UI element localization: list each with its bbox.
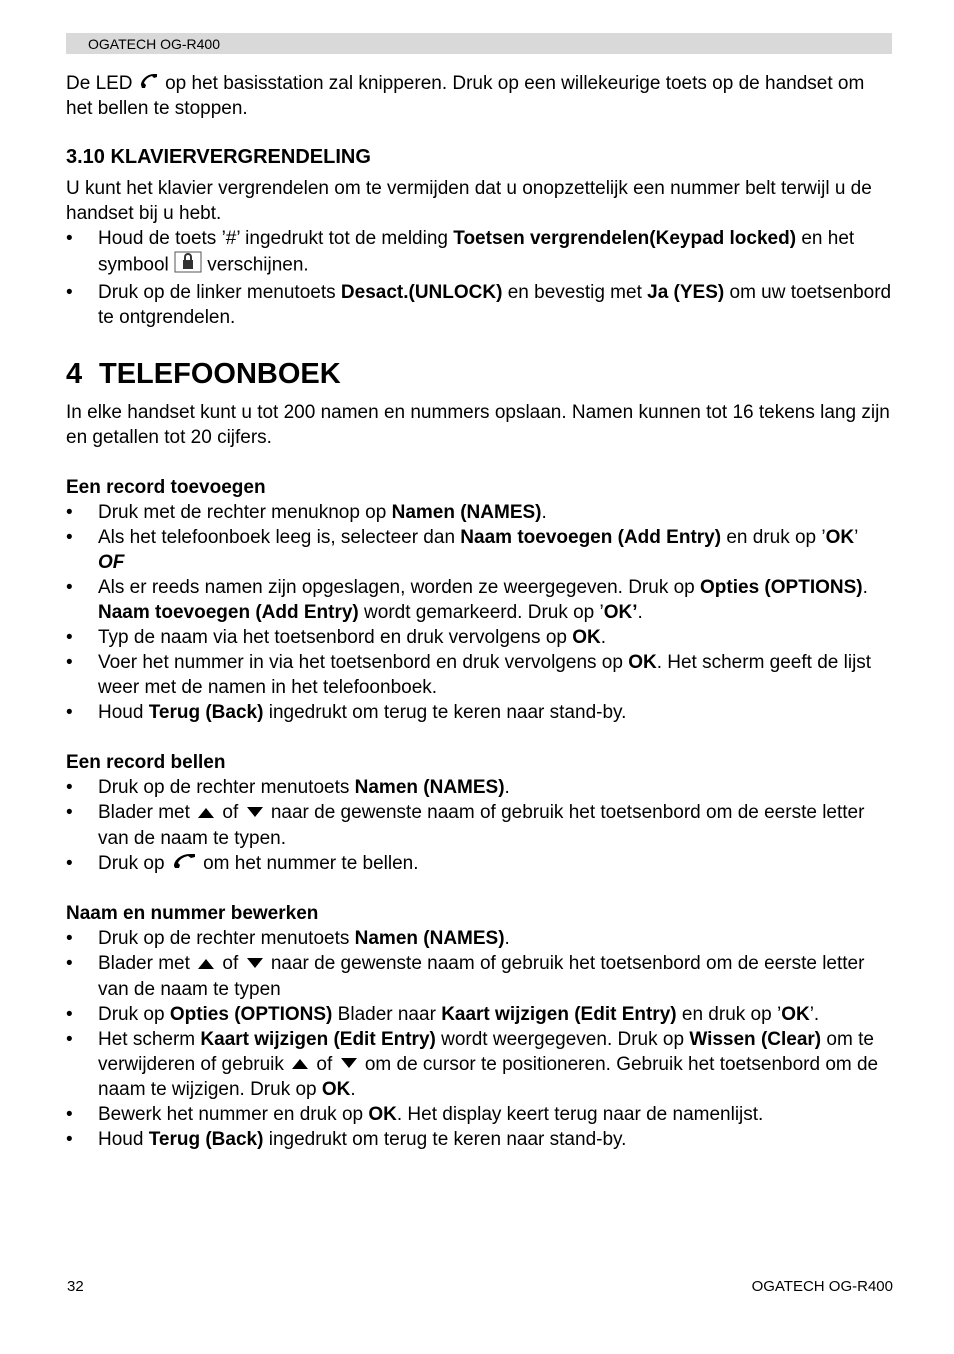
call-record-list <box>66 775 892 876</box>
list-item: • Druk op de rechter menutoets Namen (NAMES). <box>66 926 892 951</box>
section-4-title: 4 TELEFOONBOEK <box>66 358 341 391</box>
add-record-list <box>66 500 892 725</box>
list-item: • Bewerk het nummer en druk op OK. Het display keert terug naar de namenlijst. <box>66 1102 892 1127</box>
edit-record-list <box>66 926 892 1152</box>
list-item: • Druk met de rechter menuknop op Namen (NAMES). <box>66 500 892 525</box>
arrow-down-icon <box>244 801 266 826</box>
list-item: • Als er reeds namen zijn opgeslagen, worden ze weergegeven. Druk op Opties (OPTIONS). Naam toevoegen (Add Entry) wordt gemarkeerd. Druk op ’OK’. <box>66 575 892 625</box>
phone-icon <box>170 851 198 876</box>
list-item: • Het scherm Kaart wijzigen (Edit Entry) wordt weergegeven. Druk op Wissen (Clear) om te verwijderen of gebruik of om de cursor te positioneren. Gebruik het toetsenbord om de naam te wijzigen. Druk op OK. <box>66 1027 892 1102</box>
or-label: OF <box>98 552 125 574</box>
list-item: • Blader met of naar de gewenste naam of gebruik het toetsenbord om de eerste letter van de naam te typen. <box>66 800 892 850</box>
section-3-10-list <box>66 226 892 330</box>
header-title: OGATECH OG-R400 <box>88 36 220 52</box>
section-3-10-title: 3.10 KLAVIERVERGRENDELING <box>66 146 371 169</box>
page-content <box>66 71 892 1152</box>
list-item: • Houd Terug (Back) ingedrukt om terug te keren naar stand-by. <box>66 1127 892 1152</box>
phone-icon <box>138 71 160 96</box>
list-item: • Houd de toets ’#’ ingedrukt tot de melding Toetsen vergrendelen(Keypad locked) en het symbool verschijnen. <box>66 226 892 280</box>
lock-icon <box>174 251 202 280</box>
add-record-title: Een record toevoegen <box>66 477 266 499</box>
section-3-10-paragraph: U kunt het klavier vergrendelen om te vermijden dat u onopzettelijk een nummer belt terwijl u de handset bij u hebt. <box>66 178 872 225</box>
list-item: • Typ de naam via het toetsenbord en druk vervolgens op OK. <box>66 625 892 650</box>
list-item: • Druk op om het nummer te bellen. <box>66 851 892 876</box>
list-item: • Voer het nummer in via het toetsenbord en druk vervolgens op OK. Het scherm geeft de lijst weer met de namen in het telefoonboek. <box>66 650 892 700</box>
arrow-up-icon <box>195 952 217 977</box>
section-4-paragraph: In elke handset kunt u tot 200 namen en nummers opslaan. Namen kunnen tot 16 tekens lang zijn en getallen tot 20 cijfers. <box>66 402 890 449</box>
intro-paragraph: De LED op het basisstation zal knipperen. Druk op een willekeurige toets op de handset om het bellen te stoppen. <box>66 73 865 120</box>
list-item: • Druk op Opties (OPTIONS) Blader naar Kaart wijzigen (Edit Entry) en druk op ’OK’. <box>66 1002 892 1027</box>
list-item: • Druk op de rechter menutoets Namen (NAMES). <box>66 775 892 800</box>
call-record-title: Een record bellen <box>66 752 226 774</box>
list-item: • Blader met of naar de gewenste naam of gebruik het toetsenbord om de eerste letter van de naam te typen <box>66 951 892 1001</box>
arrow-down-icon <box>338 1052 360 1077</box>
arrow-up-icon <box>195 801 217 826</box>
page-number: 32 <box>67 1278 84 1295</box>
arrow-up-icon <box>289 1052 311 1077</box>
list-item: • Druk op de linker menutoets Desact.(UNLOCK) en bevestig met Ja (YES) om uw toetsenbord te ontgrendelen. <box>66 280 892 330</box>
arrow-down-icon <box>244 952 266 977</box>
list-item: • Als het telefoonboek leeg is, selecteer dan Naam toevoegen (Add Entry) en druk op ’OK’ OF <box>66 525 892 575</box>
edit-record-title: Naam en nummer bewerken <box>66 903 319 925</box>
list-item: • Houd Terug (Back) ingedrukt om terug te keren naar stand-by. <box>66 700 892 725</box>
footer-title: OGATECH OG-R400 <box>751 1278 893 1295</box>
